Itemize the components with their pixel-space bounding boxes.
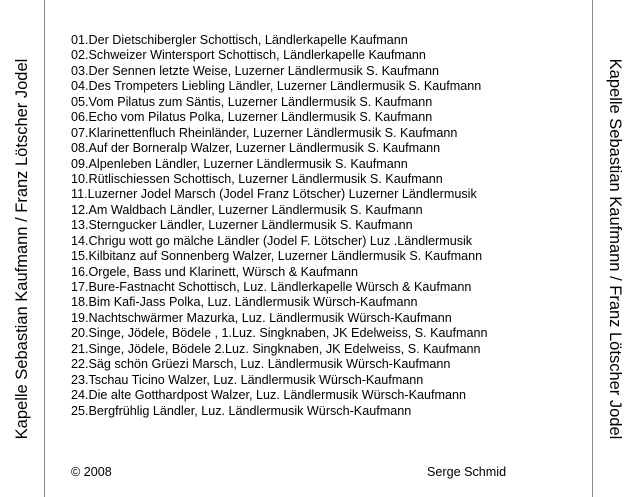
track-item: 23.Tschau Ticino Walzer, Luz. Ländlermusik Würsch-Kaufmann [71,372,424,387]
track-item: 08.Auf der Borneralp Walzer, Luzerner Ländlermusik S. Kaufmann [71,141,441,156]
author-credit: Serge Schmid [427,465,507,479]
track-item: 07.Klarinettenfluch Rheinländer, Luzerner Ländlermusik S. Kaufmann [71,125,458,140]
track-item: 01.Der Dietschibergler Schottisch, Ländlerkapelle Kaufmann [71,33,408,47]
track-item: 16.Orgele, Bass und Klarinett, Würsch & Kaufmann [71,264,358,279]
track-item: 18.Bim Kafi-Jass Polka, Luz. Ländlermusik Würsch-Kaufmann [71,295,418,310]
left-spine-title: Kapelle Sebastian Kaufmann / Franz Lötscher Jodel [13,58,31,439]
track-item: 19.Nachtschwärmer Mazurka, Luz. Ländlermusik Würsch-Kaufmann [71,310,452,325]
right-spine-title: Kapelle Sebastian Kaufmann / Franz Lötscher Jodel [605,58,624,439]
track-item: 14.Chrigu wott go mälche Ländler (Jodel F. Lötscher) Luz .Ländlermusik [71,233,473,248]
right-spine [592,0,636,497]
track-item: 12.Am Waldbach Ländler, Luzerner Ländlermusik S. Kaufmann [71,202,423,217]
track-list [71,33,488,419]
left-spine [0,0,45,497]
track-item: 24.Die alte Gotthardpost Walzer, Luz. Ländlermusik Würsch-Kaufmann [71,388,467,403]
track-item: 11.Luzerner Jodel Marsch (Jodel Franz Lötscher) Luzerner Ländlermusik [71,187,477,202]
track-item: 13.Sterngucker Ländler, Luzerner Ländlermusik S. Kaufmann [71,218,413,233]
track-item: 21.Singe, Jödele, Bödele 2.Luz. Singknaben, JK Edelweiss, S. Kaufmann [71,341,481,356]
track-item: 20.Singe, Jödele, Bödele , 1.Luz. Singknaben, JK Edelweiss, S. Kaufmann [71,326,488,341]
track-item: 04.Des Trompeters Liebling Ländler, Luzerner Ländlermusik S. Kaufmann [71,79,482,94]
copyright-notice: © 2008 [71,465,112,479]
track-item: 02.Schweizer Wintersport Schottisch, Ländlerkapelle Kaufmann [71,48,426,63]
track-item: 17.Bure-Fastnacht Schottisch, Luz. Ländlerkapelle Würsch & Kaufmann [71,280,472,294]
track-item: 03.Der Sennen letzte Weise, Luzerner Ländlermusik S. Kaufmann [71,63,439,78]
track-item: 15.Kilbitanz auf Sonnenberg Walzer, Luzerner Ländlermusik S. Kaufmann [71,249,483,264]
track-item: 06.Echo vom Pilatus Polka, Luzerner Ländlermusik S. Kaufmann [71,110,433,125]
track-item: 05.Vom Pilatus zum Säntis, Luzerner Ländlermusik S. Kaufmann [71,94,433,109]
track-item: 22.Säg schön Grüezi Marsch, Luz. Ländlermusik Würsch-Kaufmann [71,357,451,372]
track-item: 10.Rütlischiessen Schottisch, Luzerner Ländlermusik S. Kaufmann [71,171,443,186]
track-item: 09.Alpenleben Ländler, Luzerner Ländlermusik S. Kaufmann [71,156,408,171]
track-item: 25.Bergfrühlig Ländler, Luz. Ländlermusik Würsch-Kaufmann [71,403,412,418]
